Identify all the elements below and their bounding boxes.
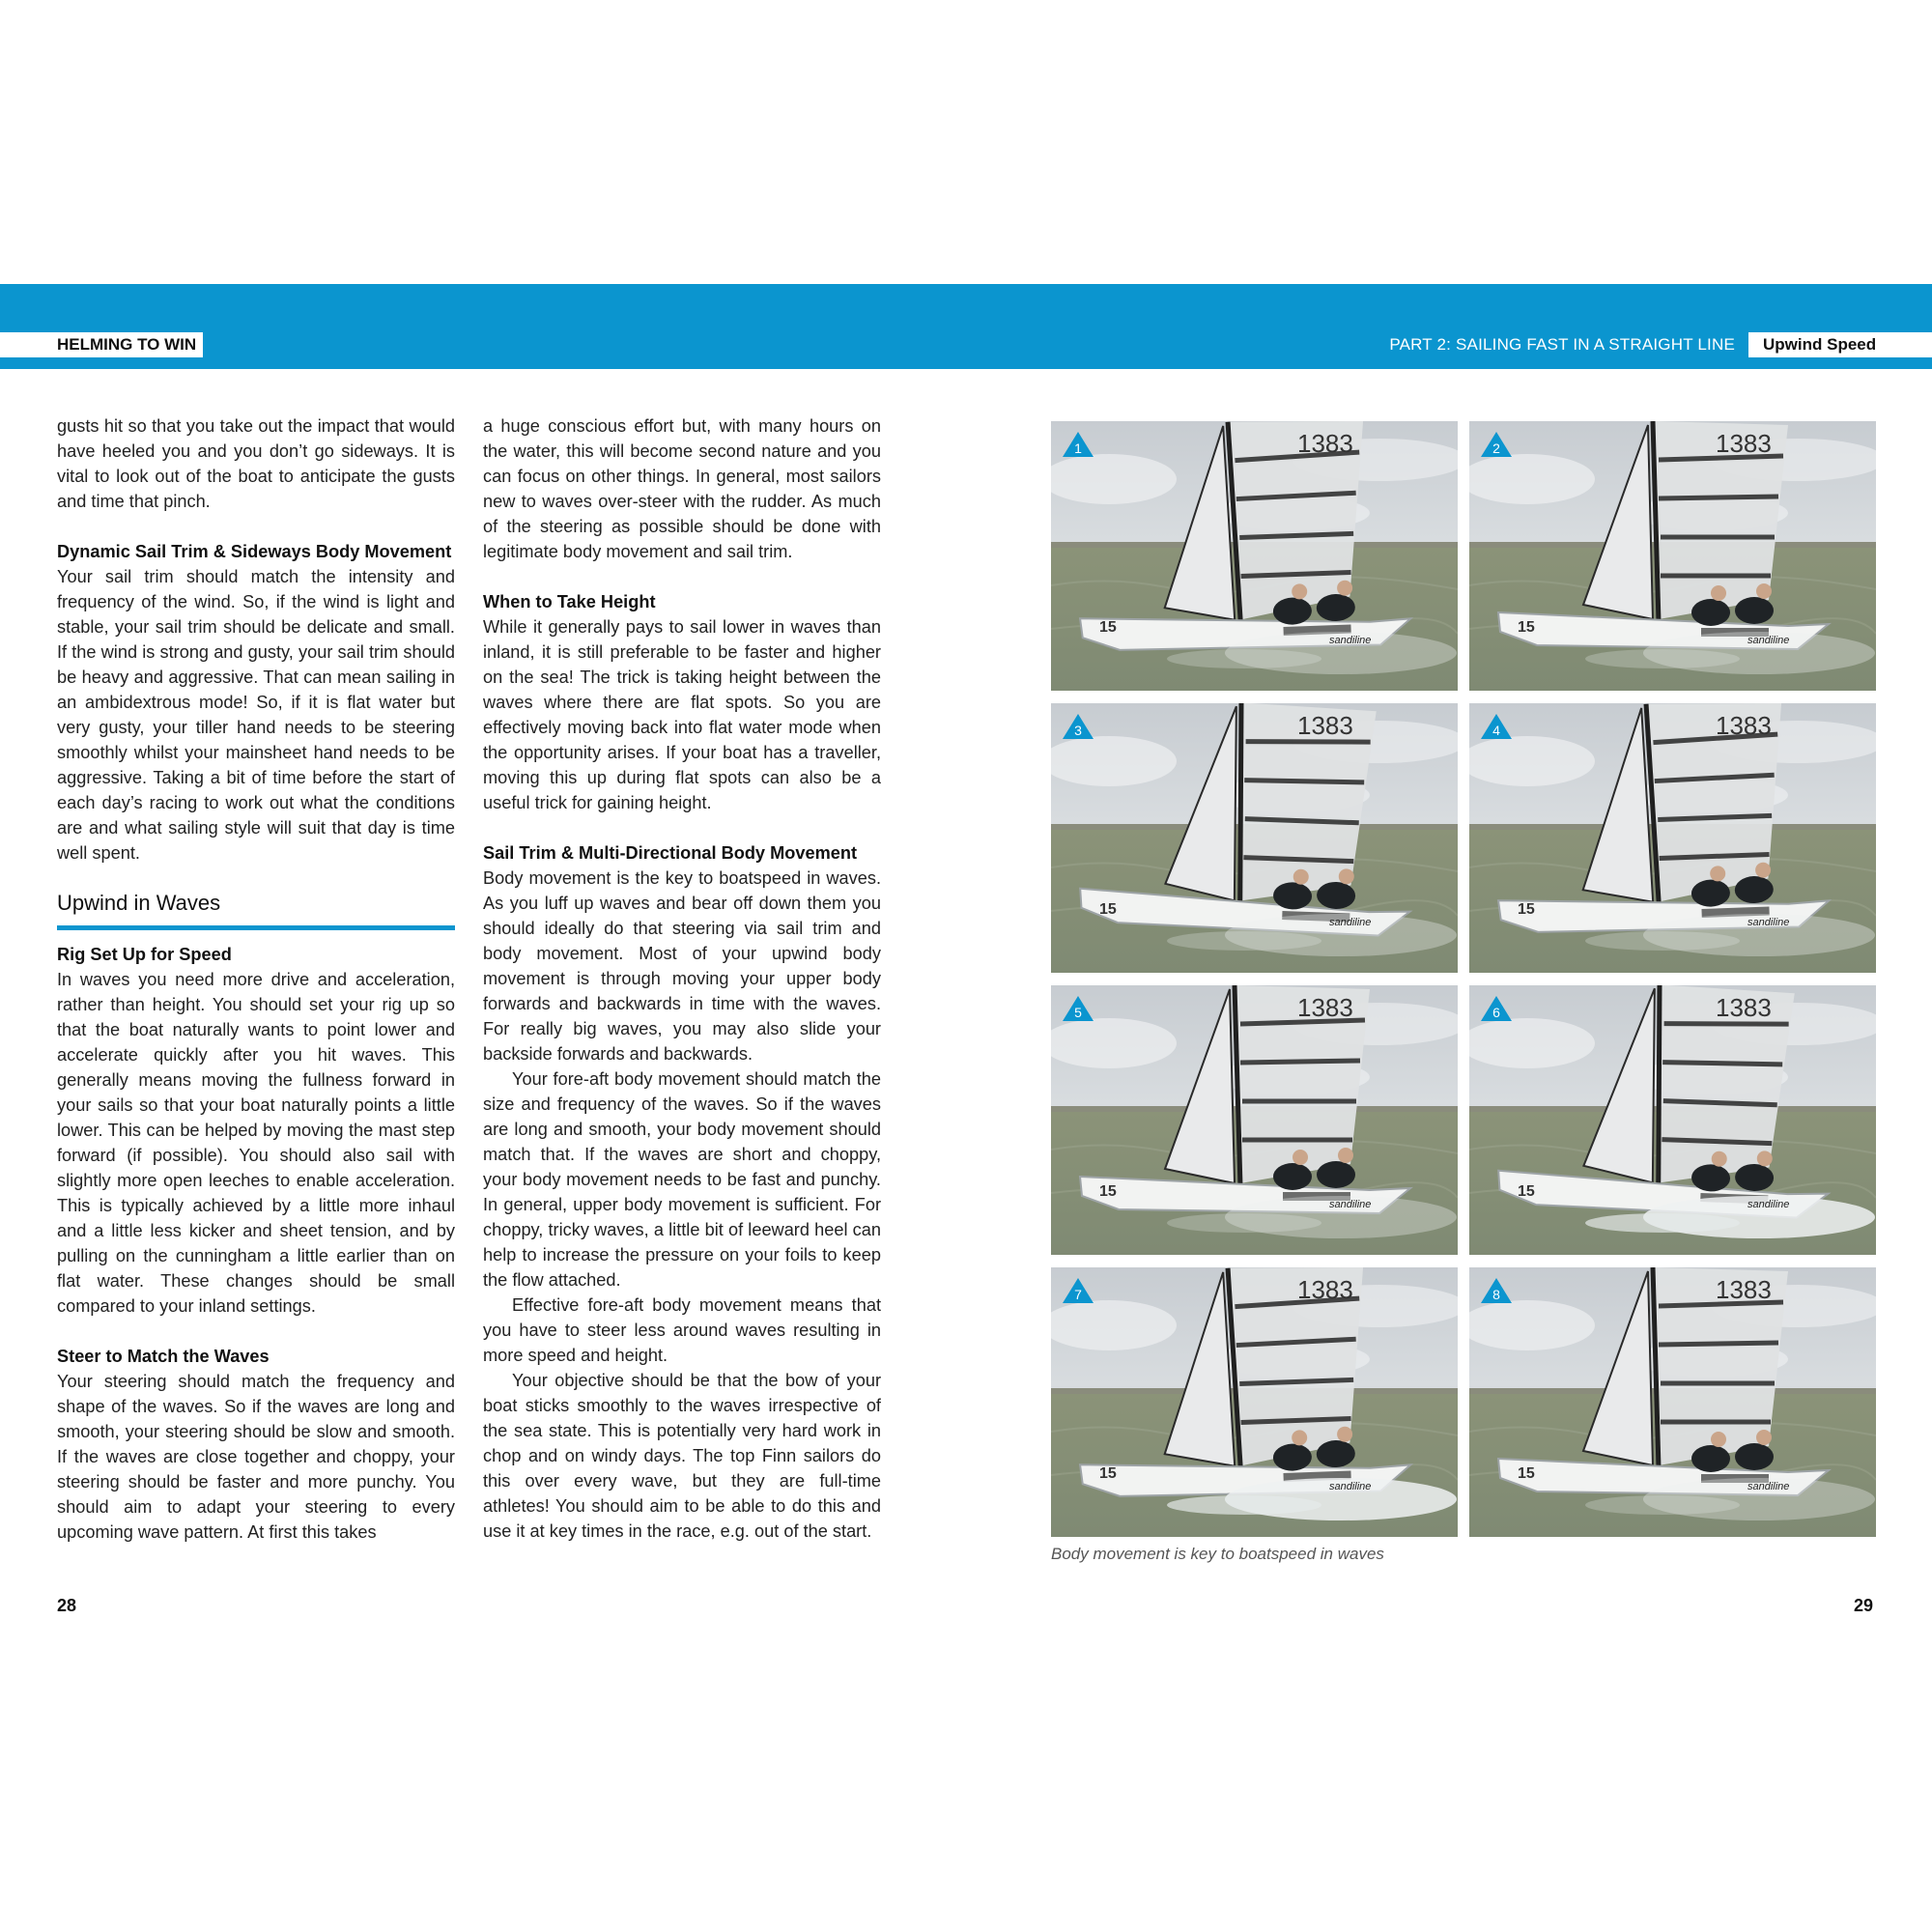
sailing-photo-4 [1469,703,1876,973]
paragraph-gusts: gusts hit so that you take out the impact that would have heeled you and you don’t go sideways. It is vital to look out of the boat to anticipate the gusts and time that pinch. [57,416,455,511]
sailing-photo-2 [1469,421,1876,691]
bow-number: 15 [1099,901,1117,918]
heading-rig-set-up: Rig Set Up for Speed [57,945,232,964]
paragraph-rig-set-up: In waves you need more drive and acceleration, rather than height. You should set your rig up so that the boat naturally wants to point lower and accelerate quickly after you hit waves. This generally means moving the fullness forward in your sails so that your boat naturally points a little lower. This can be helped by moving the mast step forward (if possible). You should also sail with slightly more open leeches to enable acceleration. This is typically achieved by a little more inhaul and a little less kicker and sheet tension, and by pulling on the cunningham a little earlier than on flat water. These changes should be small compared to your inland settings. [57,970,455,1316]
paragraph-when-to-take-height: While it generally pays to sail lower in waves than inland, it is still preferable to be faster and higher on the sea! The trick is taking height between the waves where there are flat spots. So you are effectively moving back into flat water mode when the opportunity arises. If your boat has a traveller, moving this up during flat spots can also be a useful trick for gaining height. [483,617,881,812]
svg-text:1: 1 [1074,440,1082,456]
photo-number-badge-3 [1063,714,1094,741]
paragraph-dynamic-sail-trim: Your sail trim should match the intensity and frequency of the wind. So, if the wind is light and stable, your sail trim should be delicate and small. If the wind is strong and gusty, your sail trim should be heavy and aggressive. That can mean sailing in an ambidextrous mode! So, if it is flat water but very gusty, your tiller hand needs to be steering smoothly whilst your mainsheet hand needs to be aggressive. Taking a bit of time before the start of each day’s racing to work out what the conditions are and what sailing style will suit that day is time well spent. [57,567,455,863]
sail-number: 1383 [1716,429,1772,458]
bow-number: 15 [1518,1465,1535,1482]
paragraph-steer-to-match: Your steering should match the frequency and shape of the waves. So if the waves are long and smooth, your steering should be slow and smooth. If the waves are close together and choppy, your steering should be faster and more punchy. You should aim to adapt your steering to every upcoming wave pattern. At first this takes [57,1372,455,1542]
running-head-part-title: PART 2: SAILING FAST IN A STRAIGHT LINE [1389,335,1735,354]
paragraph-multi-directional-1: Body movement is the key to boatspeed in waves. As you luff up waves and bear off down them you should ideally do that steering via sail trim and body movement. Most of your upwind body movement is through moving your upper body forwards and backwards in time with the waves. For really big waves, you may also slide your backside forwards and backwards. [483,868,881,1064]
bow-number: 15 [1099,1465,1117,1482]
sailing-photo-1 [1051,421,1458,691]
heading-dynamic-sail-trim: Dynamic Sail Trim & Sideways Body Movement [57,542,452,561]
photo-number-badge-1 [1063,432,1094,459]
bow-number: 15 [1518,901,1535,918]
hull-brand: sandiline [1329,1481,1372,1492]
hull-brand: sandiline [1747,1481,1790,1492]
sailing-photo-7 [1051,1267,1458,1537]
paragraph-multi-directional-2: Your fore-aft body movement should match the size and frequency of the waves. So if the waves are long and smooth, your body movement should match that. If the waves are short and choppy, your body movement needs to be fast and punchy. In general, upper body movement is sufficient. For choppy, tricky waves, a little bit of leeward heel can help to increase the pressure on your foils to keep the flow attached. [483,1069,881,1290]
svg-text:4: 4 [1492,723,1500,738]
section-title-upwind-in-waves: Upwind in Waves [57,889,455,930]
hull-brand: sandiline [1747,917,1790,928]
hull-brand: sandiline [1329,1199,1372,1210]
sail-number: 1383 [1716,711,1772,740]
sail-number: 1383 [1716,1275,1772,1304]
sailing-photo-5 [1051,985,1458,1255]
svg-text:2: 2 [1492,440,1500,456]
photo-number-badge-6 [1481,996,1512,1023]
hull-brand: sandiline [1747,1199,1790,1210]
svg-text:6: 6 [1492,1005,1500,1020]
paragraph-multi-directional-3: Effective fore-aft body movement means that you have to steer less around waves resulting in more speed and height. [483,1295,881,1365]
bow-number: 15 [1518,1183,1535,1200]
bow-number: 15 [1099,619,1117,636]
hull-brand: sandiline [1329,635,1372,646]
sail-number: 1383 [1297,429,1353,458]
bow-number: 15 [1099,1183,1117,1200]
photo-number-badge-4 [1481,714,1512,741]
photo-number-badge-7 [1063,1278,1094,1305]
heading-when-to-take-height: When to Take Height [483,592,656,611]
sail-number: 1383 [1297,993,1353,1022]
hull-brand: sandiline [1329,917,1372,928]
paragraph-multi-directional-4: Your objective should be that the bow of your boat sticks smoothly to the waves irrespective of the sea state. This is potentially very hard work in chop and on windy days. The top Finn sailors do this over every wave, but they are full-time athletes! You should aim to be able to do this and use it at key times in the race, e.g. out of the start. [483,1371,881,1541]
bow-number: 15 [1518,619,1535,636]
photo-number-badge-5 [1063,996,1094,1023]
svg-text:3: 3 [1074,723,1082,738]
sail-number: 1383 [1297,711,1353,740]
photo-number-badge-8 [1481,1278,1512,1305]
sail-number: 1383 [1297,1275,1353,1304]
running-head-book-title: HELMING TO WIN [0,332,203,357]
photo-caption: Body movement is key to boatspeed in waves [1051,1545,1384,1563]
page-number-right: 29 [1854,1596,1874,1615]
right-text-column [483,413,881,1544]
sail-number: 1383 [1716,993,1772,1022]
heading-steer-to-match: Steer to Match the Waves [57,1347,270,1366]
svg-text:5: 5 [1074,1005,1082,1020]
svg-text:8: 8 [1492,1287,1500,1302]
sailing-photo-3 [1051,703,1458,973]
sailing-photo-8 [1469,1267,1876,1537]
photo-number-badge-2 [1481,432,1512,459]
page-number-left: 28 [57,1596,77,1615]
svg-text:7: 7 [1074,1287,1082,1302]
sailing-photo-6 [1469,985,1876,1255]
heading-multi-directional: Sail Trim & Multi-Directional Body Movement [483,843,858,863]
left-text-column [57,413,455,1545]
running-head-chapter-tab: Upwind Speed [1748,332,1932,357]
paragraph-conscious-effort: a huge conscious effort but, with many hours on the water, this will become second nature and you can focus on other things. In general, most sailors new to waves over-steer with the rudder. As much of the steering as possible should be done with legitimate body movement and sail trim. [483,416,881,561]
hull-brand: sandiline [1747,635,1790,646]
